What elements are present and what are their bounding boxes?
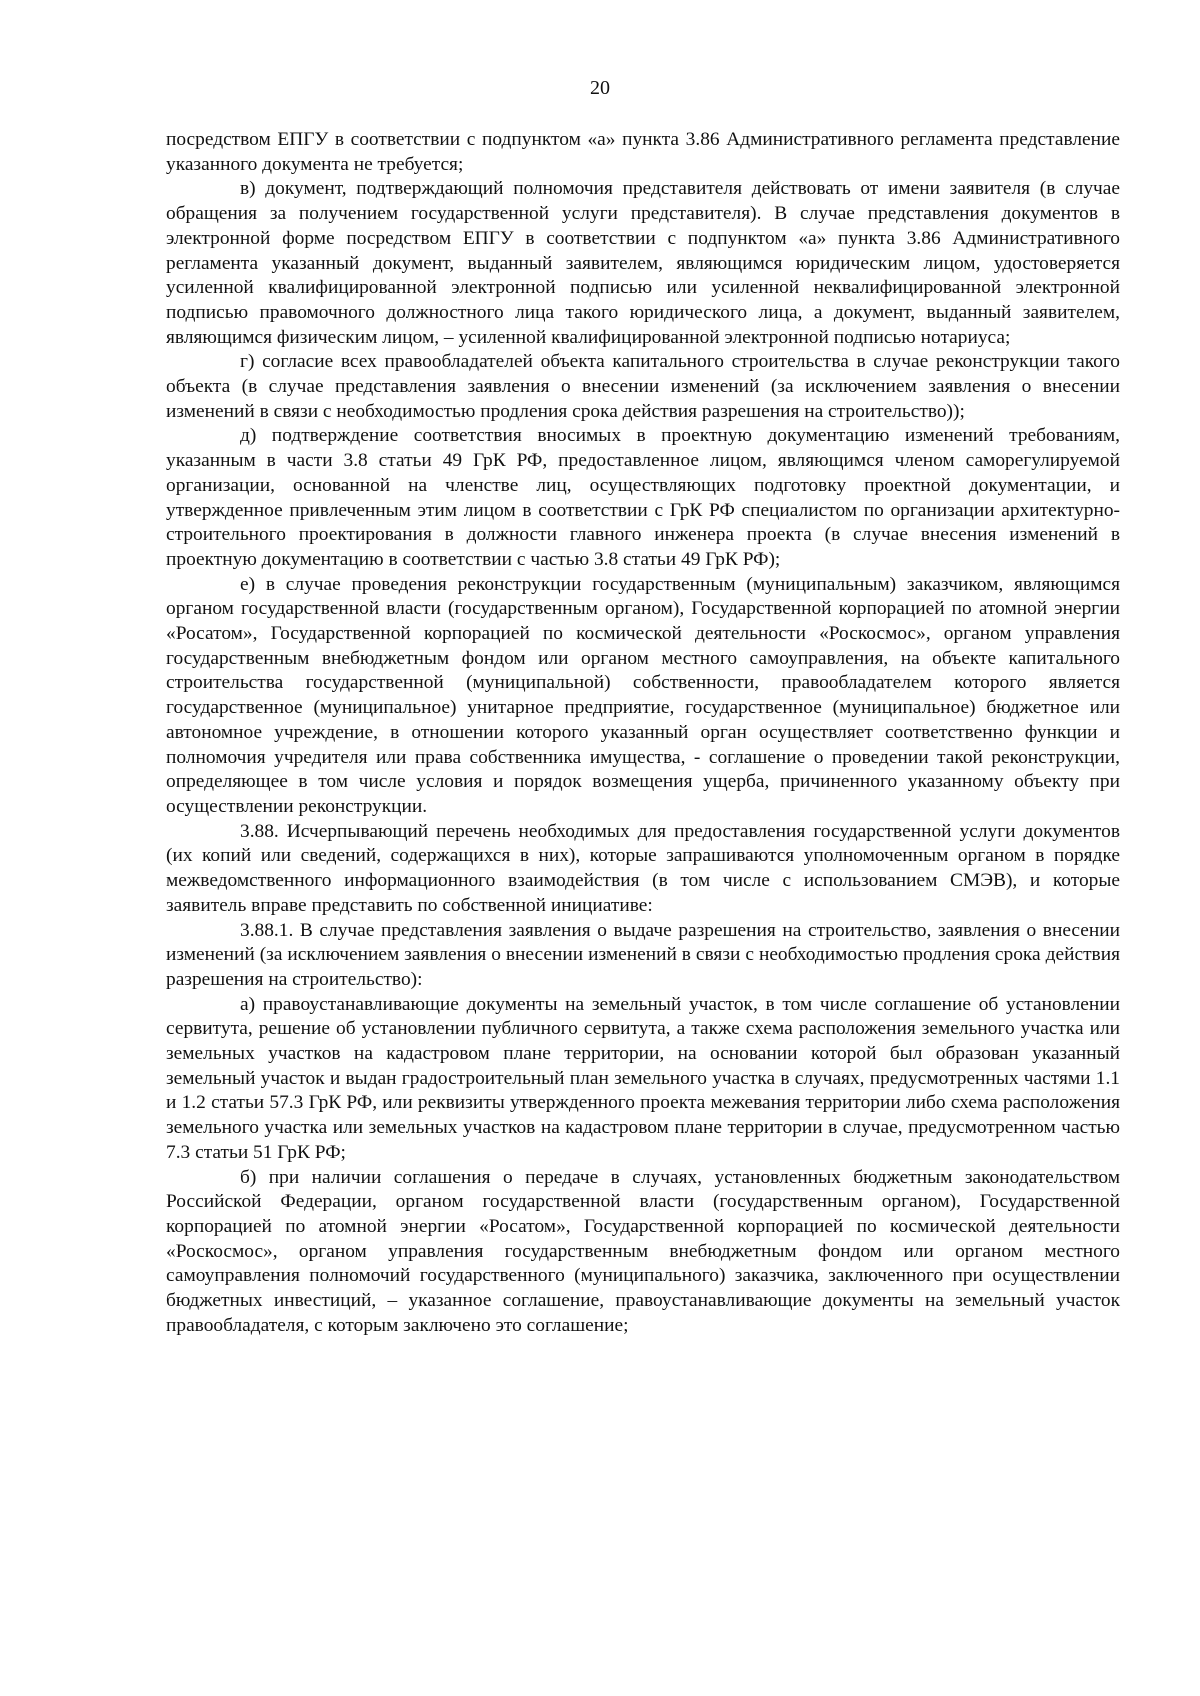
paragraph-item-d: д) подтверждение соответствия вносимых в проектную документацию изменений требованиям, указанным в части 3.8 статьи 49 ГрК РФ, предоставленное лицом, являющимся членом саморегулируемой организации, основанной на членстве лиц, осуществляющих подготовку проектной документации, и утвержденное привлеченным этим лицом в соответствии с ГрК РФ специалистом по организации архитектурно-строительного проектирования в должности главного инженера проекта (в случае внесения изменений в проектную документацию в соответствии с частью 3.8 статьи 49 ГрК РФ); [166,425,1120,570]
paragraph-item-v: в) документ, подтверждающий полномочия представителя действовать от имени заявителя (в случае обращения за получением государственной услуги представителя). В случае представления документов в электронной форме посредством ЕПГУ в соответствии с подпунктом «а» пункта 3.86 Административного регламента указанный документ, выданный заявителем, являющимся юридическим лицом, удостоверяется усиленной квалифицированной электронной подписью или усиленной неквалифицированной электронной подписью правомочного должностного лица такого юридического лица, а документ, выданный заявителем, являющимся физическим лицом, – усиленной квалифицированной электронной подписью нотариуса; [166,178,1120,348]
paragraph-continuation: посредством ЕПГУ в соответствии с подпунктом «а» пункта 3.86 Административного регламента представление указанного документа не требуется; [166,129,1120,175]
paragraph-item-e: е) в случае проведения реконструкции государственным (муниципальным) заказчиком, являющимся органом государственной власти (государственным органом), Государственной корпорацией по атомной энергии «Росатом», Государственной корпорацией по космической деятельности «Роскосмос», органом управления государственным внебюджетным фондом или органом местного самоуправления, на объекте капитального строительства государственной (муниципальной) собственности, правообладателем которого является государственное (муниципальное) унитарное предприятие, государственное (муниципальное) бюджетное или автономное учреждение, в отношении которого указанный орган осуществляет соответственно функции и полномочия учредителя или права собственника имущества, - соглашение о проведении такой реконструкции, определяющее в том числе условия и порядок возмещения ущерба, причиненного указанному объекту при осуществлении реконструкции. [166,573,1120,817]
paragraph-item-b: б) при наличии соглашения о передаче в случаях, установленных бюджетным законодательством Российской Федерации, органом государственной власти (государственным органом), Государственной корпорацией по атомной энергии «Росатом», Государственной корпорацией по космической деятельности «Роскосмос», органом управления государственным внебюджетным фондом или органом местного самоуправления полномочий государственного (муниципального) заказчика, заключенного при осуществлении бюджетных инвестиций, – указанное соглашение, правоустанавливающие документы на земельный участок правообладателя, с которым заключено это соглашение; [166,1166,1120,1336]
paragraph-3-88-1: 3.88.1. В случае представления заявления о выдаче разрешения на строительство, заявления о внесении изменений (за исключением заявления о внесении изменений в связи с необходимостью продления срока действия разрешения на строительство): [166,919,1120,990]
paragraph-3-88: 3.88. Исчерпывающий перечень необходимых для предоставления государственной услуги документов (их копий или сведений, содержащихся в них), которые запрашиваются уполномоченным органом в порядке межведомственного информационного взаимодействия (в том числе с использованием СМЭВ), и которые заявитель вправе представить по собственной инициативе: [166,820,1120,916]
page-number: 20 [590,77,610,99]
paragraph-item-g: г) согласие всех правообладателей объекта капитального строительства в случае реконструкции такого объекта (в случае представления заявления о внесении изменений (за исключением заявления о внесении изменений в связи с необходимостью продления срока действия разрешения на строительство)); [166,351,1120,422]
paragraph-item-a: а) правоустанавливающие документы на земельный участок, в том числе соглашение об установлении сервитута, решение об установлении публичного сервитута, а также схема расположения земельного участка или земельных участков на кадастровом плане территории, на основании которой был образован указанный земельный участок и выдан градостроительный план земельного участка в случаях, предусмотренных частями 1.1 и 1.2 статьи 57.3 ГрК РФ, или реквизиты утвержденного проекта межевания территории либо схема расположения земельного участка или земельных участков на кадастровом плане территории в случае, предусмотренном частью 7.3 статьи 51 ГрК РФ; [166,993,1120,1163]
document-body [166,128,1120,1338]
